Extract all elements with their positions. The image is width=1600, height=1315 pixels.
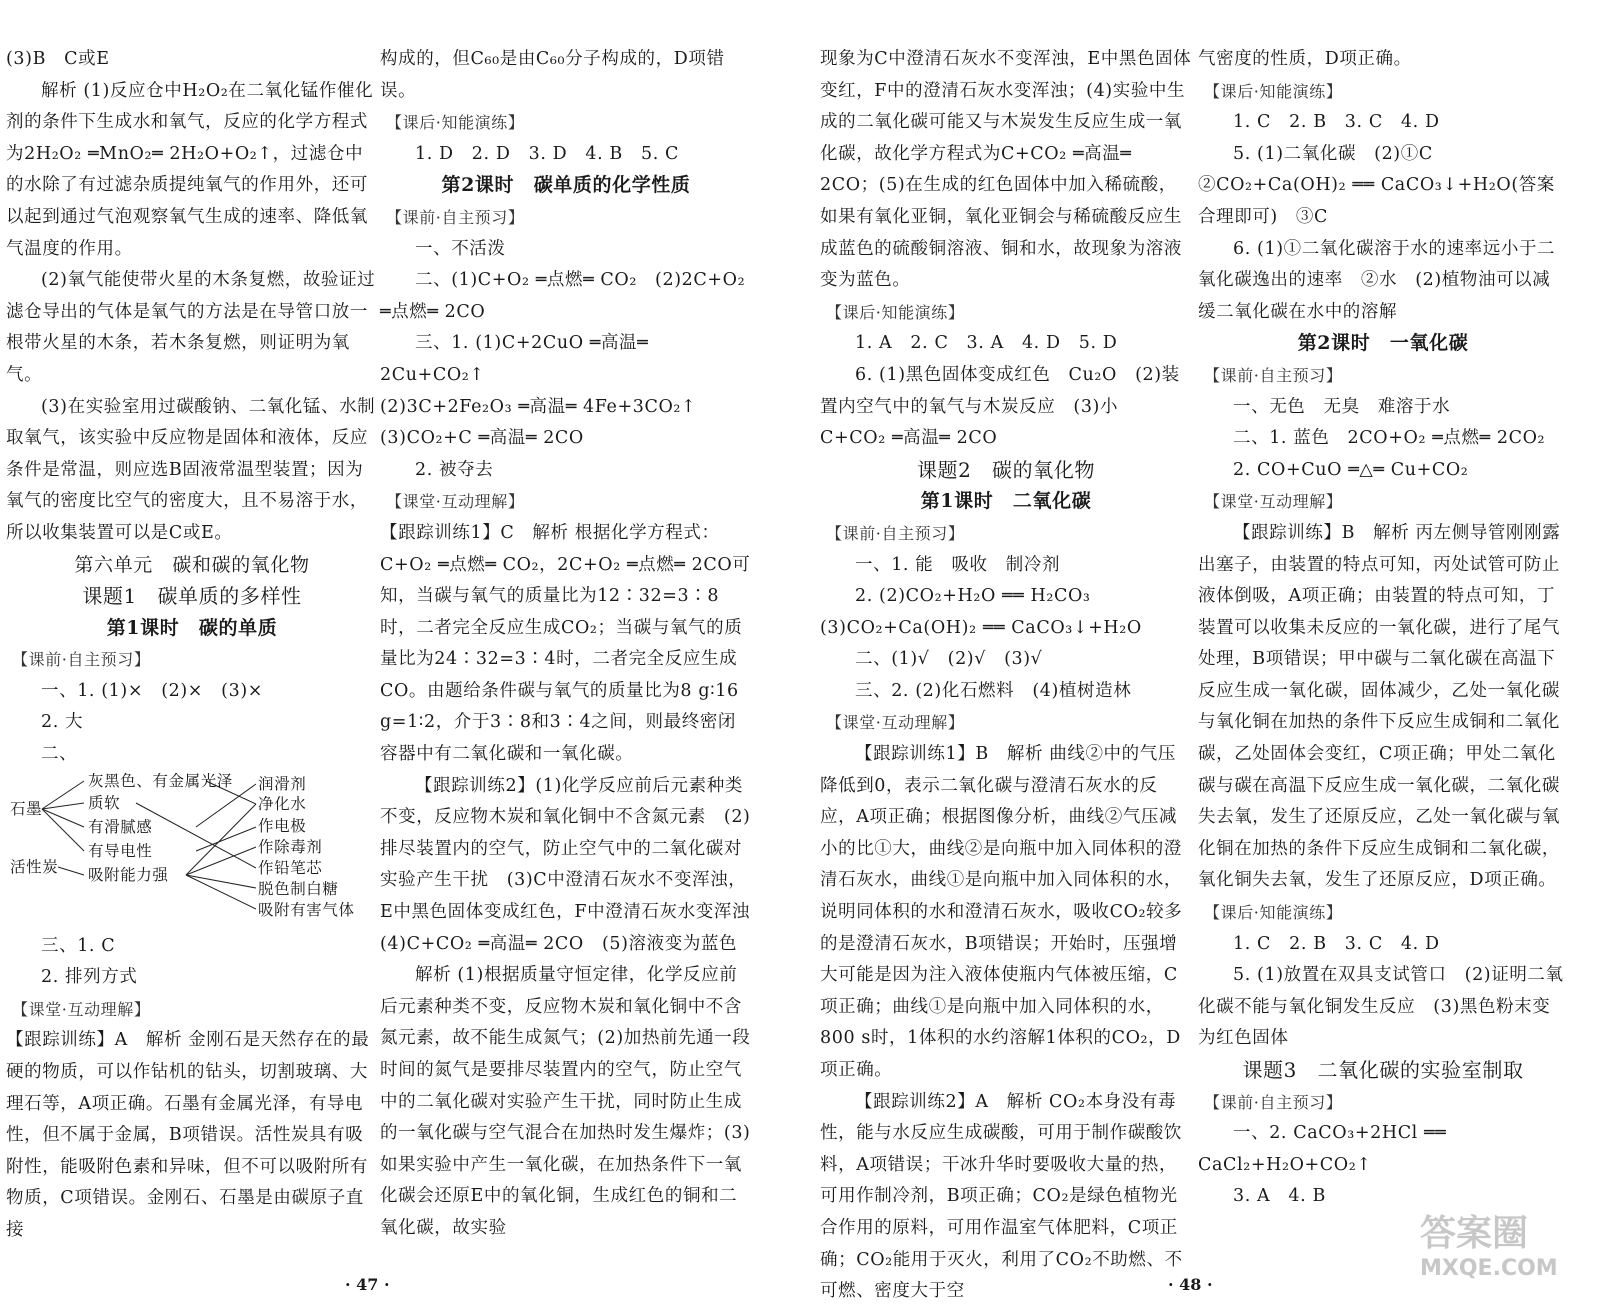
section-header: 【课堂·互动理解】 [1204,492,1343,512]
diagram-right-item: 作除毒剂 [258,837,323,856]
diagram-right-item: 作电极 [258,816,307,835]
analysis-paragraph: 【跟踪训练】B 解析 丙左侧导管刚刚露出塞子，由装置的特点可知，丙处试管可防止液体倒吸，A项正确；由装置的特点可知，丁装置可以收集未反应的一氧化碳，进行了尾气处理，B项错误；甲中碳与二氧化碳在高温下反应生成一氧化碳，固体减少，乙处一氧化碳与氧化铜在加热的条件下反应生成铜和二氧化碳，乙处固体会变红，C项正确；甲处二氧化碳与碳在高温下反应生成一氧化碳，二氧化碳失去氧，发生了还原反应，乙处一氧化碳与氧化铜在加热的条件下反应生成铜和二氧化碳，氧化铜失去氧，发生了还原反应，D项正确。 [1198,522,1561,891]
section-header: 【课堂·互动理解】 [12,999,151,1019]
section-header: 【课前·自主预习】 [12,650,151,670]
answer-line: 5. (1)二氧化碳 (2)①C ②CO₂+Ca(OH)₂ ══ CaCO₃↓+H₂O(答案合理即可) ③C [1198,143,1555,227]
answer-line: (3)B C或E [6,49,110,69]
section-header: 【课前·自主预习】 [1204,365,1343,385]
section-header: 【课堂·互动理解】 [386,492,525,512]
answer-line: 5. (1)放置在双具支试管口 (2)证明二氧化碳不能与氧化铜发生反应 (3)黑色粉末变为红色固体 [1198,965,1564,1049]
answer-line: 2. 被夺去 [415,459,494,480]
analysis-paragraph: 解析 (1)反应仓中H₂O₂在二氧化锰作催化剂的条件下生成水和氧气，反应的化学方程式为2H₂O₂ ═MnO₂═ 2H₂O+O₂↑，过滤仓中的水除了有过滤杂质提纯氧气的作用外，还可以起到通过气泡观察氧气生成的速率、降低氧气温度的作用。 [6,80,374,259]
answer-line: 1. D 2. D 3. D 4. B 5. C [415,143,680,164]
analysis-paragraph: 解析 (1)根据质量守恒定律，化学反应前后元素种类不变，反应物木炭和氧化铜中不含氮元素，故不能生成氮气；(2)加热前先通一段时间的氮气是要排尽装置内的空气，防止空气中的二氧化碳对实验产生干扰，同时防止生成的一氧化碳与空气混合在加热时发生爆炸；(3)如果实验中产生一氧化碳，在加热条件下一氧化碳会还原E中的氧化铜，生成红色的铜和二氧化碳，故实验 [380,965,751,1238]
section-header: 【课后·知能演练】 [826,302,965,322]
answer-line: (2)3C+2Fe₂O₃ ═高温═ 4Fe+3CO₂↑ (3)CO₂+C ═高温═ 2CO [380,396,715,449]
column-4 [1198,44,1568,1213]
answer-line: 一、不活泼 [415,238,506,259]
lesson-title: 第2课时 碳单质的化学性质 [441,174,691,197]
lesson-title: 第1课时 碳的单质 [106,616,278,639]
watermark-logo [1420,1212,1590,1307]
section-header: 【课后·知能演练】 [1204,903,1343,923]
column-3 [820,44,1192,1308]
analysis-paragraph: 构成的，但C₆₀是由C₆₀分子构成的，D项错误。 [380,49,725,101]
analysis-paragraph: 【跟踪训练】A 解析 金刚石是天然存在的最硬的物质，可以作钻机的钻头，切割玻璃、大理石等，A项正确。石墨有金属光泽，有导电性，但不属于金属，B项错误。活性炭具有吸附性，能吸附色素和异味，但不可以吸附所有物质，C项错误。金刚石、石墨是由碳原子直接 [6,1030,370,1240]
answer-line: 一、1. 能 吸收 制冷剂 [855,554,1061,575]
diagram-left-item: 石墨 [10,799,43,818]
answer-line: 三、1. C [41,935,116,956]
matching-diagram [6,771,378,931]
section-header: 【课堂·互动理解】 [826,713,965,733]
analysis-paragraph: 【跟踪训练1】C 解析 根据化学方程式：C+O₂ ═点燃═ CO₂，2C+O₂ ═点燃═ 2CO可知，当碳与氧气的质量比为12∶32=3∶8时，二者完全反应生成CO₂；当碳与氧气的质量比为24∶32=3∶4时，二者完全反应生成CO。由题给条件碳与氧气的质量比为8 g∶16 g=1∶2，介于3∶8和3∶4之间，则最终密闭容器中有二氧化碳和一氧化碳。 [380,522,751,765]
analysis-paragraph: 【跟踪训练1】B 解析 曲线②中的气压降低到0，表示二氧化碳与澄清石灰水的反应，A项正确；根据图像分析，曲线②气压减小的比①大，曲线②是向瓶中加入同体积的澄清石灰水，曲线①是向瓶中加入同体积的水，说明同体积的水和澄清石灰水，吸收CO₂较多的是澄清石灰水，B项错误；开始时，压强增大可能是因为注入液体使瓶内气体被压缩，C项正确；曲线①是向瓶中加入同体积的水，800 s时，1体积的水约溶解1体积的CO₂，D项正确。 [820,744,1183,1080]
diagram-mid-item: 吸附能力强 [88,865,169,884]
column-2 [380,44,752,1245]
answer-line: 6. (1)黑色固体变成红色 Cu₂O (2)装置内空气中的氧气与木炭反应 (3)小 C+CO₂ ═高温═ 2CO [820,364,1180,449]
section-header: 【课前·自主预习】 [826,523,965,543]
unit-title: 第六单元 碳和碳的氧化物 [74,553,310,576]
diagram-right-item: 脱色制白糖 [258,879,339,898]
answer-line: 1. C 2. B 3. C 4. D [1233,112,1440,133]
answer-line: 1. C 2. B 3. C 4. D [1233,933,1440,954]
answer-line: 二、(1)C+O₂ ═点燃═ CO₂ (2)2C+O₂ ═点燃═ 2CO [380,270,746,322]
answer-line: 3. A 4. B [1233,1186,1326,1207]
diagram-right-item: 润滑剂 [258,774,307,793]
topic-title: 课题2 碳的氧化物 [916,457,1096,482]
diagram-left-item: 活性炭 [10,857,59,876]
diagram-right-item: 净化水 [258,794,307,813]
answer-line: 2. 排列方式 [41,967,138,988]
analysis-paragraph: 【跟踪训练2】(1)化学反应前后元素种类不变，反应物木炭和氧化铜中不含氮元素 (2)排尽装置内的空气，防止空气中的二氧化碳对实验产生干扰 (3)C中澄清石灰水不变浑浊，E中黑色固体变成红色，F中澄清石灰水变浑浊 [380,775,751,923]
topic-title: 课题1 碳单质的多样性 [82,584,302,609]
answer-line: (4)C+CO₂ ═高温═ 2CO (5)溶液变为蓝色 [380,933,738,954]
column-1 [6,44,378,1247]
page-number-left: · 47 · [345,1275,390,1294]
analysis-paragraph: (3)在实验室用过碳酸钠、二氧化锰、水制取氧气，该实验中反应物是固体和液体，反应条件是常温，则应选B固液常温型装置；因为氧气的密度比空气的密度大，且不易溶于水，所以收集装置可以是C或E。 [6,396,376,543]
answer-line: 2. CO+CuO ═△═ Cu+CO₂ [1233,459,1469,480]
watermark-cn: 答案圈 [1420,1213,1529,1254]
section-header: 【课前·自主预习】 [386,207,525,227]
diagram-right-item: 作铅笔芯 [258,858,323,877]
diagram-mid-item: 质软 [88,793,121,812]
topic-title: 课题3 二氧化碳的实验室制取 [1242,1058,1524,1082]
answer-line: 一、2. CaCO₃+2HCl ══ CaCl₂+H₂O+CO₂↑ [1198,1123,1447,1175]
diagram-mid-item: 有滑腻感 [88,817,153,836]
analysis-paragraph: 气密度的性质，D项正确。 [1198,49,1412,69]
answer-line: 二、 [41,744,78,765]
answer-line: 三、1. (1)C+2CuO ═高温═ 2Cu+CO₂↑ [380,333,649,385]
answer-line: 1. A 2. C 3. A 4. D 5. D [855,333,1118,354]
section-header: 【课前·自主预习】 [1204,1092,1343,1112]
answer-line: 三、2. (2)化石燃料 (4)植树造林 [855,680,1132,701]
section-header: 【课后·知能演练】 [1204,81,1343,101]
answer-line: 二、(1)√ (2)√ (3)√ [855,649,1043,670]
answer-line: 二、1. 蓝色 2CO+O₂ ═点燃═ 2CO₂ [1233,428,1546,449]
section-header: 【课后·知能演练】 [386,113,525,133]
diagram-mid-item: 灰黑色、有金属光泽 [88,771,233,790]
answer-line: 一、1. (1)× (2)× (3)× [41,680,264,701]
answer-line: 2. (2)CO₂+H₂O ══ H₂CO₃ (3)CO₂+Ca(OH)₂ ══ CaCO₃↓+H₂O [820,586,1142,638]
diagram-mid-item: 有导电性 [88,841,153,860]
watermark-en: MXQE.COM [1420,1256,1558,1281]
analysis-paragraph: (2)氧气能使带火星的木条复燃，故验证过滤仓导出的气体是氧气的方法是在导管口放一根带火星的木条，若木条复燃，则证明为氧气。 [6,270,376,385]
lesson-title: 第1课时 二氧化碳 [920,490,1092,513]
lesson-title: 第2课时 一氧化碳 [1297,332,1469,355]
answer-line: 6. (1)①二氧化碳溶于水的速率远小于二氧化碳逸出的速率 ②水 (2)植物油可以减缓二氧化碳在水中的溶解 [1198,238,1556,322]
diagram-right-item: 吸附有害气体 [258,900,355,919]
answer-line: 2. 大 [41,712,84,733]
answer-line: 一、无色 无臭 难溶于水 [1233,396,1451,417]
analysis-paragraph: 【跟踪训练2】A 解析 CO₂本身没有毒性，能与水反应生成碳酸，可用于制作碳酸饮料，A项错误；干冰升华时要吸收大量的热，可用作制冷剂，B项正确；CO₂是绿色植物光合作用的原料，可用作温室气体肥料，C项正确；CO₂能用于灭火，利用了CO₂不助燃、不可燃、密度大于空 [820,1091,1183,1302]
analysis-paragraph: 现象为C中澄清石灰水不变浑浊，E中黑色固体变红，F中的澄清石灰水变浑浊；(4)实验中生成的二氧化碳可能又与木炭发生反应生成一氧化碳，故化学方程式为C+CO₂ ═高温═ 2CO；(5)在生成的红色固体中加入稀硫酸，如果有氧化亚铜，氧化亚铜会与稀硫酸反应生成蓝色的硫酸铜溶液、铜和水，故现象为溶液变为蓝色。 [820,49,1192,291]
page-number-right: · 48 · [1168,1275,1213,1294]
